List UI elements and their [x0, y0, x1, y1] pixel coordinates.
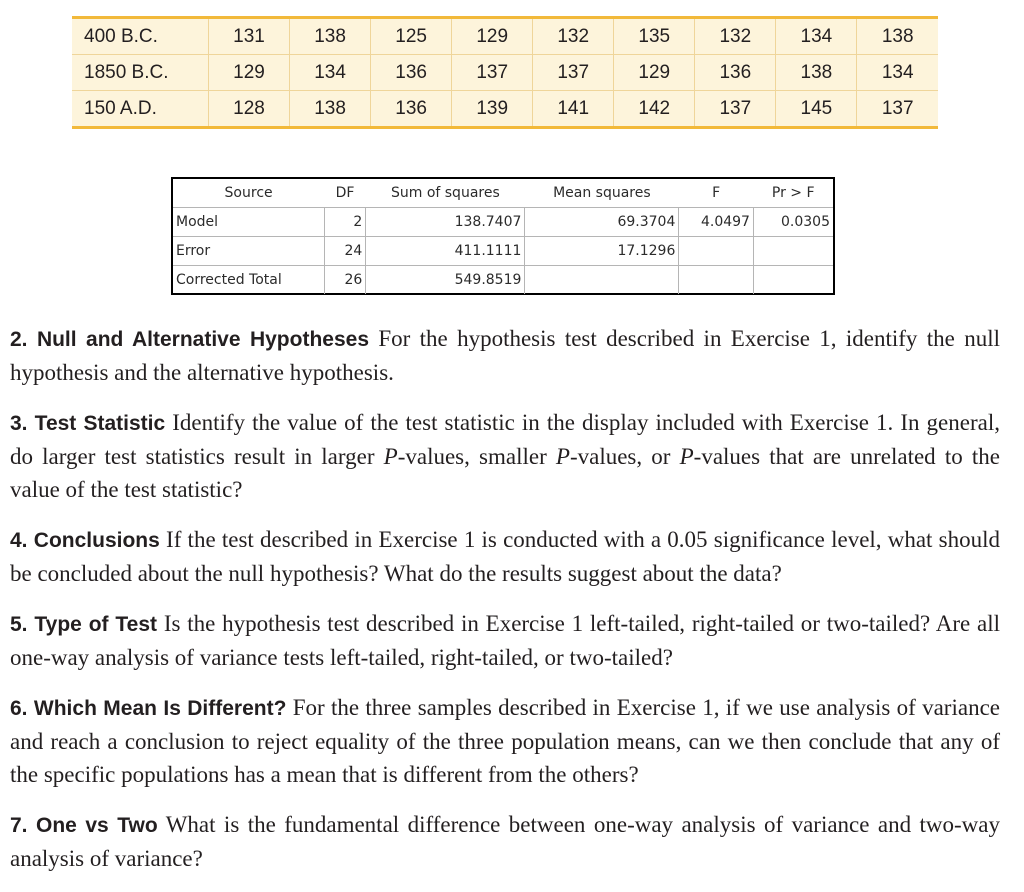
- exercise-heading: 3. Test Statistic: [10, 412, 166, 435]
- exercise-text: -values that are unrelated to the value of the test statistic?: [10, 444, 1000, 502]
- p-symbol: P: [383, 444, 398, 469]
- anova-f: 4.0497: [679, 208, 754, 237]
- data-cell: 136: [695, 55, 776, 91]
- anova-header-p: Pr > F: [753, 179, 833, 208]
- data-cell: 129: [614, 55, 695, 91]
- anova-ss: 549.8519: [366, 266, 525, 295]
- exercise-text: For the hypothesis test described in Exercise 1, identify the null hypothesis and the alternative hypothesis.: [10, 326, 1000, 385]
- anova-row-error: [173, 237, 833, 266]
- anova-ss: 411.1111: [366, 237, 525, 266]
- data-cell: 142: [614, 91, 695, 128]
- anova-ms: 17.1296: [525, 237, 679, 266]
- anova-source: Corrected Total: [173, 266, 324, 295]
- anova-p: [753, 237, 833, 266]
- data-cell: 135: [614, 18, 695, 55]
- exercise-text: -values, smaller: [397, 444, 556, 469]
- data-row: [72, 91, 938, 128]
- exercise-text: -values, or: [569, 444, 680, 469]
- anova-header-ms: Mean squares: [525, 179, 679, 208]
- exercise-heading: 6. Which Mean Is Different?: [10, 697, 287, 720]
- exercise-text: For the three samples described in Exercise 1, if we use analysis of variance and reach a conclusion to reject equality of the three population means, can we then conclude that any of the specific populations has a mean that is different from the others?: [10, 695, 1000, 787]
- exercise-heading: 2. Null and Alternative Hypotheses: [10, 328, 370, 351]
- data-cell: 137: [695, 91, 776, 128]
- anova-source: Model: [173, 208, 324, 237]
- data-cell: 134: [857, 55, 938, 91]
- data-cell: 137: [452, 55, 533, 91]
- data-cell: 134: [776, 18, 857, 55]
- data-cell: 128: [209, 91, 290, 128]
- data-cell: 134: [290, 55, 371, 91]
- anova-header-ss: Sum of squares: [366, 179, 525, 208]
- data-cell: 129: [209, 55, 290, 91]
- anova-df: 24: [324, 237, 366, 266]
- data-cell: 129: [452, 18, 533, 55]
- skull-data-table: [72, 16, 938, 129]
- anova-header-f: F: [679, 179, 754, 208]
- data-cell: 137: [533, 55, 614, 91]
- exercise-5: [10, 607, 1000, 674]
- exercise-text: What is the fundamental difference between one-way analysis of variance and two-way analysis of variance?: [10, 812, 1000, 871]
- anova-table: [173, 179, 833, 294]
- anova-p: 0.0305: [753, 208, 833, 237]
- anova-row-total: [173, 266, 833, 295]
- exercise-heading: 4. Conclusions: [10, 529, 160, 552]
- p-symbol: P: [679, 444, 694, 469]
- anova-row-model: [173, 208, 833, 237]
- exercise-heading: 5. Type of Test: [10, 613, 158, 636]
- data-cell: 145: [776, 91, 857, 128]
- exercise-text: If the test described in Exercise 1 is conducted with a 0.05 significance level, what should be concluded about the null hypothesis? What do the results suggest about the data?: [10, 527, 1000, 586]
- anova-df: 2: [324, 208, 366, 237]
- data-cell: 141: [533, 91, 614, 128]
- exercise-7: [10, 808, 1000, 875]
- data-cell: 138: [776, 55, 857, 91]
- p-symbol: P: [555, 444, 570, 469]
- anova-df: 26: [324, 266, 366, 295]
- exercise-4: [10, 523, 1000, 590]
- anova-ms: 69.3704: [525, 208, 679, 237]
- era-label: 400 B.C.: [72, 18, 209, 55]
- data-cell: 137: [881, 97, 914, 119]
- exercise-text: Identify the value of the test statistic in the display included with Exercise 1. In general, do larger test statistics result in larger: [10, 410, 1000, 469]
- exercise-6: [10, 691, 1000, 791]
- anova-display: [171, 177, 835, 295]
- data-cell: 125: [371, 18, 452, 55]
- anova-f: [679, 237, 754, 266]
- exercise-2: [10, 322, 1000, 389]
- data-cell: 138: [290, 91, 371, 128]
- anova-source: Error: [173, 237, 324, 266]
- data-cell: 138: [290, 18, 371, 55]
- anova-header-row: [173, 179, 833, 208]
- data-cell: 138: [857, 18, 938, 55]
- exercise-text: Is the hypothesis test described in Exercise 1 left-tailed, right-tailed or two-tailed? Are all one-way analysis of variance tests left-tailed, right-tailed, or two-tailed?: [10, 611, 1000, 670]
- anova-header-source: Source: [173, 179, 324, 208]
- data-cell: 136: [371, 91, 452, 128]
- anova-f: [679, 266, 754, 295]
- data-cell: 131: [209, 18, 290, 55]
- data-row: [72, 18, 938, 55]
- anova-p: [753, 266, 833, 295]
- exercise-list: [10, 322, 1000, 892]
- data-cell: 136: [371, 55, 452, 91]
- exercise-3: [10, 406, 1000, 506]
- era-label: 150 A.D.: [72, 91, 209, 128]
- data-row: [72, 55, 938, 91]
- anova-header-df: DF: [324, 179, 366, 208]
- data-cell: 132: [533, 18, 614, 55]
- data-cell: 132: [695, 18, 776, 55]
- data-cell: 139: [452, 91, 533, 128]
- anova-ms: [525, 266, 679, 295]
- era-label: 1850 B.C.: [72, 55, 209, 91]
- exercise-heading: 7. One vs Two: [10, 814, 158, 837]
- anova-ss: 138.7407: [366, 208, 525, 237]
